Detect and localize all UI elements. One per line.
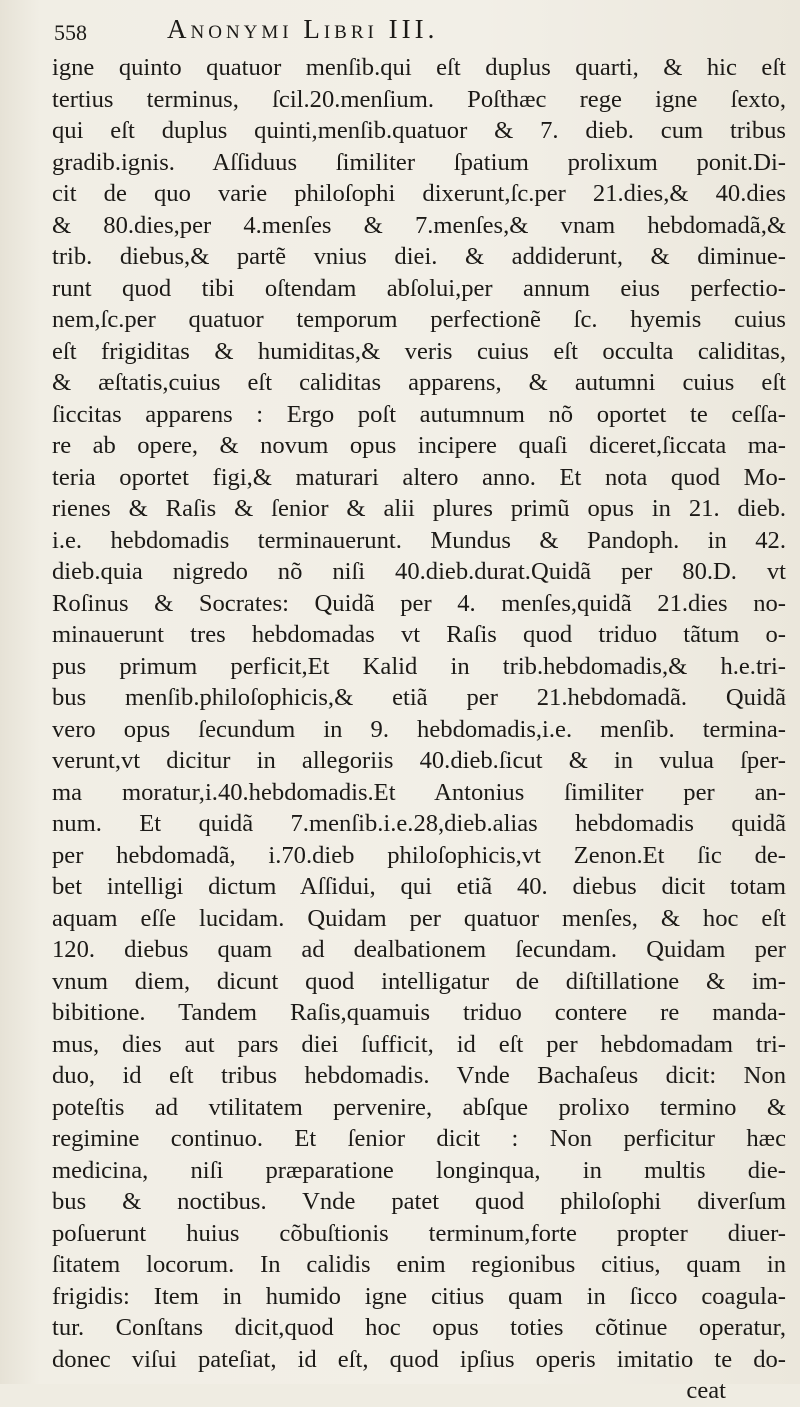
text-line: teria oportet figi,& maturari altero anno. Et nota quod Mo- xyxy=(52,463,786,491)
text-line: ſitatem locorum. In calidis enim regionibus citius, quam in xyxy=(52,1251,786,1278)
text-line: poſuerunt huius cõbuſtionis terminum,forte propter diuer- xyxy=(52,1219,786,1247)
text-line: runt quod tibi oſtendam abſolui,per annum eius perfectio- xyxy=(52,274,786,302)
text-line: Roſinus & Socrates: Quidã per 4. menſes,quidã 21.dies no- xyxy=(52,589,786,617)
text-line: ſiccitas apparens : Ergo poſt autumnum nõ oportet te ceſſa- xyxy=(52,400,786,428)
text-line: bus & noctibus. Vnde patet quod philoſophi diverſum xyxy=(52,1188,786,1215)
text-line: vero opus ſecundum in 9. hebdomadis,i.e. menſib. termina- xyxy=(52,715,786,743)
page-number: 558 xyxy=(54,20,87,45)
text-line: bus menſib.philoſophicis,& etiã per 21.hebdomadã. Quidã xyxy=(52,684,786,711)
text-line: ma moratur,i.40.hebdomadis.Et Antonius ſimiliter per an- xyxy=(52,778,786,806)
text-line: num. Et quidã 7.menſib.i.e.28,dieb.alias hebdomadis quidã xyxy=(52,810,786,837)
text-line: & æſtatis,cuius eſt caliditas apparens, & autumni cuius eſt xyxy=(52,369,786,396)
text-line: per hebdomadã, i.70.dieb philoſophicis,vt Zenon.Et ſic de- xyxy=(52,841,786,869)
text-line: eſt frigiditas & humiditas,& veris cuius eſt occulta caliditas, xyxy=(52,337,786,365)
text-line: medicina, niſi præparatione longinqua, in multis die- xyxy=(52,1156,786,1184)
text-line: dieb.quia nigredo nõ niſi 40.dieb.durat.Quidã per 80.D. vt xyxy=(52,558,786,585)
text-line: aquam eſſe lucidam. Quidam per quatuor menſes, & hoc eſt xyxy=(52,904,786,932)
text-line: i.e. hebdomadis terminauerunt. Mundus & Pandoph. in 42. xyxy=(52,526,786,554)
running-title: Anonymi Libri III. xyxy=(167,14,439,44)
body-text xyxy=(52,52,786,1407)
text-line: 120. diebus quam ad dealbationem ſecundam. Quidam per xyxy=(52,936,786,963)
text-line: bet intelligi dictum Aſſidui, qui etiã 40. diebus dicit totam xyxy=(52,873,786,900)
catchword: ceat xyxy=(686,1377,726,1404)
text-line: tertius terminus, ſcil.20.menſium. Poſthæc rege igne ſexto, xyxy=(52,85,786,113)
text-line: re ab opere, & novum opus incipere quaſi diceret,ſiccata ma- xyxy=(52,432,786,459)
text-line: frigidis: Item in humido igne citius quam in ſicco coagula- xyxy=(52,1282,786,1310)
text-line: igne quinto quatuor menſib.qui eſt duplus quarti, & hic eſt xyxy=(52,54,786,81)
text-line: nem,ſc.per quatuor temporum perfectionẽ ſc. hyemis cuius xyxy=(52,306,786,333)
text-line: cit de quo varie philoſophi dixerunt,ſc.per 21.dies,& 40.dies xyxy=(52,180,786,207)
text-line: verunt,vt dicitur in allegoriis 40.dieb.ſicut & in vulua ſper- xyxy=(52,747,786,774)
text-line: trib. diebus,& partẽ vnius diei. & addiderunt, & diminue- xyxy=(52,243,786,270)
page-header xyxy=(52,10,786,52)
text-line: donec viſui pateſiat, id eſt, quod ipſius operis imitatio te do- xyxy=(52,1345,786,1373)
text-line: rienes & Raſis & ſenior & alii plures primũ opus in 21. dieb. xyxy=(52,495,786,522)
text-line: regimine continuo. Et ſenior dicit : Non perficitur hæc xyxy=(52,1125,786,1152)
text-line: duo, id eſt tribus hebdomadis. Vnde Bachaſeus dicit: Non xyxy=(52,1062,786,1089)
text-line: gradib.ignis. Aſſiduus ſimiliter ſpatium prolixum ponit.Di- xyxy=(52,148,786,176)
text-line: bibitione. Tandem Raſis,quamuis triduo contere re manda- xyxy=(52,999,786,1026)
text-line: qui eſt duplus quinti,menſib.quatuor & 7. dieb. cum tribus xyxy=(52,117,786,144)
text-line: poteſtis ad vtilitatem pervenire, abſque prolixo termino & xyxy=(52,1093,786,1121)
text-line: & 80.dies,per 4.menſes & 7.menſes,& vnam hebdomadã,& xyxy=(52,211,786,239)
text-line: vnum diem, dicunt quod intelligatur de diſtillatione & im- xyxy=(52,967,786,995)
text-line: pus primum perficit,Et Kalid in trib.hebdomadis,& h.e.tri- xyxy=(52,652,786,680)
text-line: mus, dies aut pars diei ſufficit, id eſt per hebdomadam tri- xyxy=(52,1030,786,1058)
text-line: minauerunt tres hebdomadas vt Raſis quod triduo tãtum o- xyxy=(52,621,786,648)
text-line: tur. Conſtans dicit,quod hoc opus toties cõtinue operatur, xyxy=(52,1314,786,1341)
